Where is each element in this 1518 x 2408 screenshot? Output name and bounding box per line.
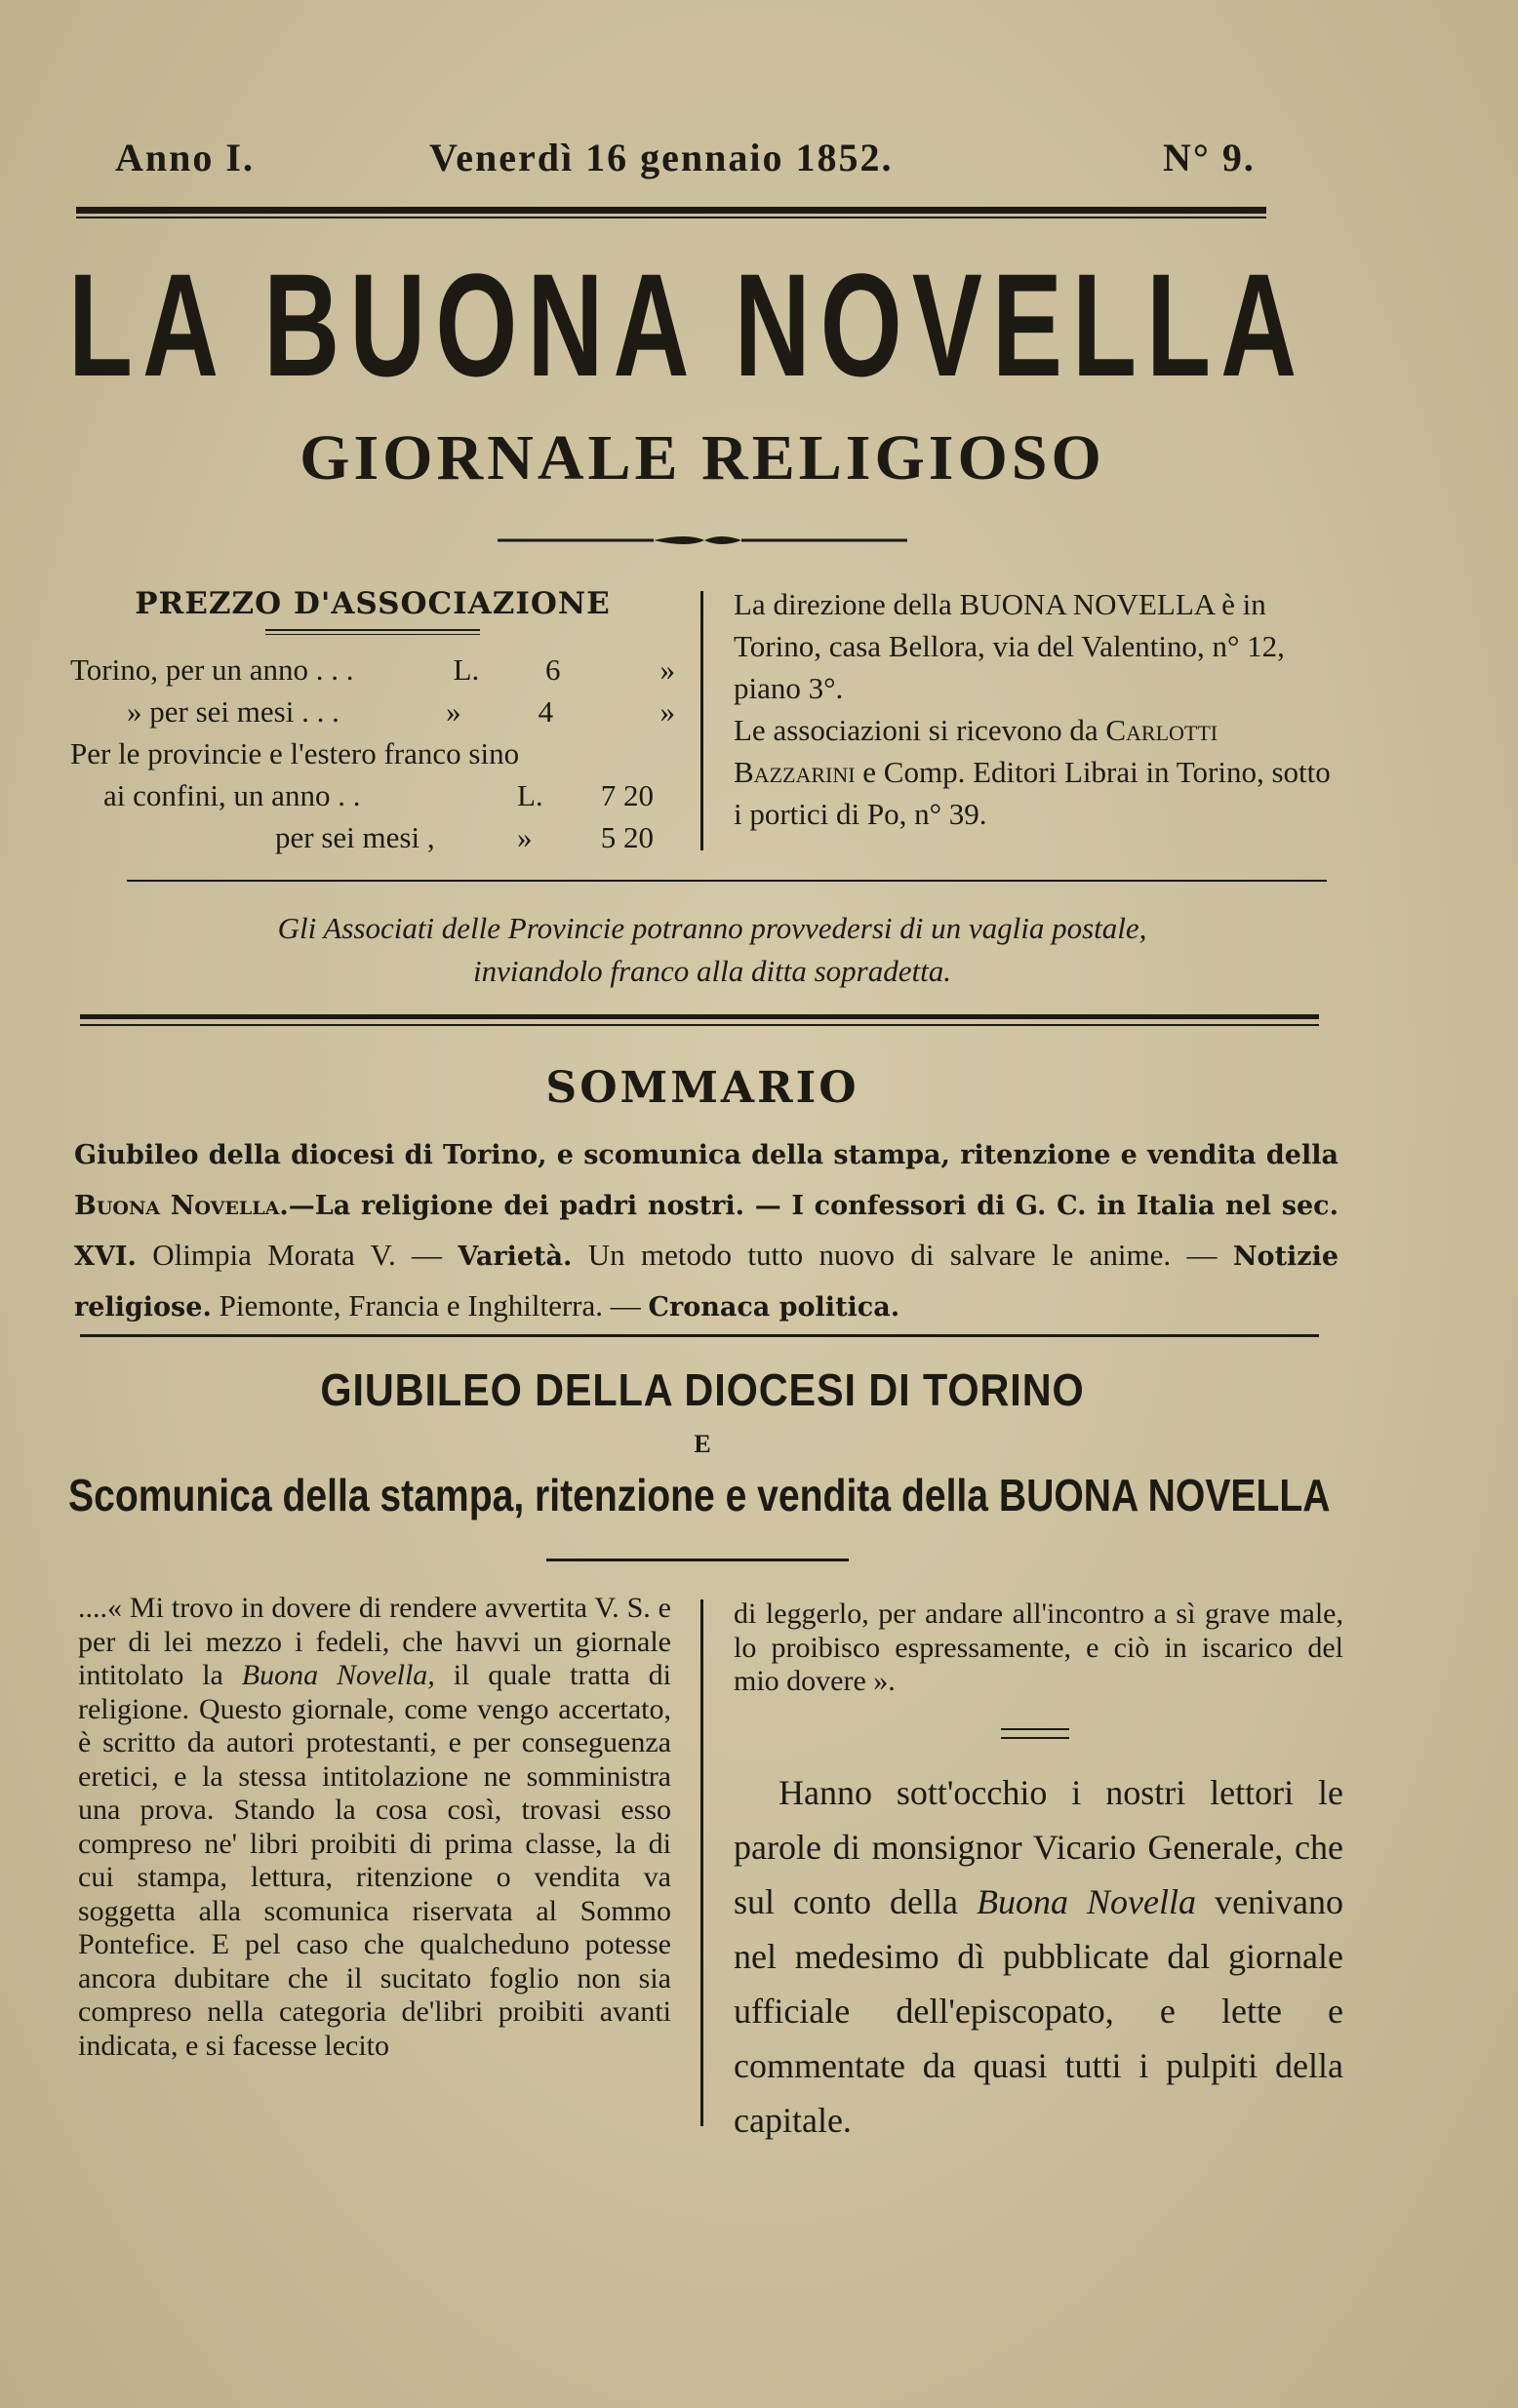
newspaper-subtitle: GIORNALE RELIGIOSO — [300, 422, 1105, 493]
article-column-left: ....« Mi trovo in dovere di rendere avvertita V. S. e per di lei mezzo i fedeli, che havvi un giornale intitolato la Buona Novella, il quale tratta di religione. Questo giornale, come vengo accertato, è scritto da autori protestanti, e per conseguenza eretici, e la stessa intitolazione ne somministra una prova. Stando la cosa così, trovasi esso compreso ne' libri proibiti di prima classe, la di cui stampa, lettura, ritenzione o vendita va soggetta alla scomunica riservata al Sommo Pontefice. E pel caso che qualcheduno potesse ancora dubitare che il sucitato foglio non sia compreso nella categoria de'libri proibiti avanti indicata, e si facesse lecito — [78, 1592, 672, 2062]
pricing-heading: PREZZO D'ASSOCIAZIONE — [135, 586, 611, 621]
direction-section — [734, 583, 1338, 835]
pricing-underline — [265, 629, 480, 635]
price-row: Torino, per un anno . . . L. 6 » — [70, 652, 675, 687]
section-rule — [80, 1334, 1319, 1337]
masthead-anno: Anno I. — [115, 136, 255, 179]
price-row: ai confini, un anno . . L. 7 20 — [103, 778, 654, 812]
column-rule — [700, 591, 703, 850]
section-rule-thin — [80, 1024, 1319, 1026]
section-rule-thick — [80, 1014, 1319, 1019]
article-rule — [546, 1559, 849, 1561]
price-row: » per sei mesi . . . » 4 » — [127, 694, 675, 729]
newspaper-title: LA BUONA NOVELLA — [68, 243, 1307, 407]
provinces-line: Per le provincie e l'estero franco sino — [70, 736, 520, 770]
subscription-paragraph: Le associazioni si ricevono da Carlotti Bazzarini e Comp. Editori Librai in Torino, sotto i portici di Po, n° 39. — [734, 713, 1331, 831]
article-column-right-text: Hanno sott'occhio i nostri lettori le parole di monsignor Vicario Generale, che sul conto della Buona Novella venivano nel medesimo dì pubblicate dal giornale ufficiale dell'episcopato, e lette e commentate da quasi tutti i pulpiti della capitale. — [734, 1773, 1344, 2140]
double-rule — [1001, 1728, 1069, 1739]
masthead-rule-thin — [76, 217, 1266, 218]
ornament-divider — [498, 534, 907, 546]
masthead-rule — [76, 207, 1266, 214]
article-title-conjunction: E — [694, 1430, 711, 1458]
sommario-title: SOMMARIO — [545, 1063, 859, 1113]
section-rule — [127, 880, 1327, 882]
subscriber-notice: Gli Associati delle Provincie potranno provvedersi di un vaglia postale, inviandolo franco alla ditta sopradetta. — [277, 911, 1147, 988]
article-title: GIUBILEO DELLA DIOCESI DI TORINO — [320, 1364, 1085, 1415]
pricing-section — [70, 583, 675, 858]
sommario-contents: Giubileo della diocesi di Torino, e scomunica della stampa, ritenzione e vendita della Buona Novella.—La religione dei padri nostri. — I confessori di G. C. in Italia nel sec. XVI. Olimpia Morata V. — Varietà. Un metodo tutto nuovo di salvare le anime. — Notizie religiose. Piemonte, Francia e Inghilterra. — Cronaca politica. — [74, 1140, 1339, 1322]
article-subtitle: Scomunica della stampa, ritenzione e vendita della BUONA NOVELLA — [68, 1470, 1331, 1520]
masthead-number: N° 9. — [1163, 136, 1256, 179]
masthead-date: Venerdì 16 gennaio 1852. — [429, 136, 894, 179]
direction-paragraph: La direzione della BUONA NOVELLA è in Torino, casa Bellora, via del Valentino, n° 12, piano 3°. — [734, 587, 1285, 705]
publisher-name: Carlotti Bazzarini — [734, 713, 1218, 789]
price-row: per sei mesi , » 5 20 — [275, 820, 654, 854]
column-rule — [700, 1599, 703, 2126]
article-column-right-quote: di leggerlo, per andare all'incontro a sì grave male, lo proibisco espressamente, e ciò in iscarico del mio dovere ». — [734, 1598, 1343, 1697]
